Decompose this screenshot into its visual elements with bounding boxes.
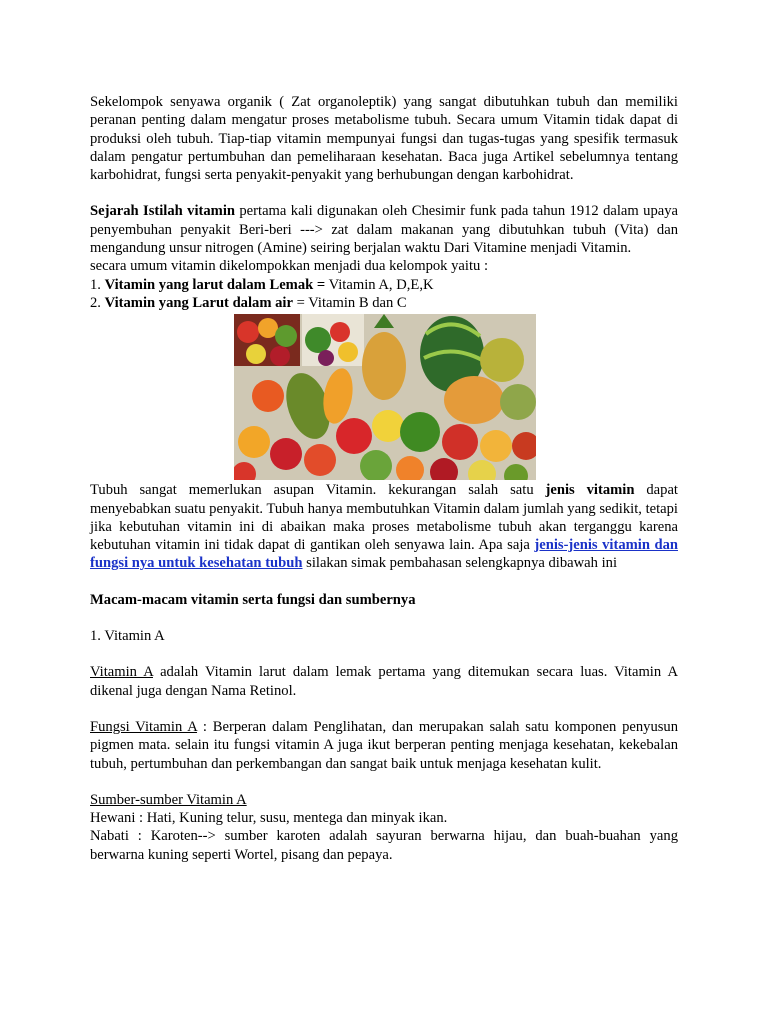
grouping-intro: secara umum vitamin dikelompokkan menjadi dua kelompok yaitu :: [90, 258, 488, 275]
history-paragraph: Sejarah Istilah vitamin pertama kali digunakan oleh Chesimir funk pada tahun 1912 dalam upaya penyembuhan penyakit Beri-beri ---> zat dalam makanan yang dibutuhkan tubuh (Vita) dan mengandung unsur nitrogen (Amine) seiring berjalan waktu Dari Vitamine menjadi Vitamin.: [90, 203, 678, 257]
intro-paragraph: Sekelompok senyawa organik ( Zat organoleptik) yang sangat dibutuhkan tubuh dan memiliki peranan penting dalam mengatur proses metabolisme tubuh. Secara umum Vitamin tidak dapat di produksi oleh tubuh. Tiap-tiap vitamin mempunyai fungsi dan tugas-tugas yang spesifik termasuk dalam pengatur pertumbuhan dan pemeliharaan kesehatan. Baca juga Artikel sebelumnya tentang karbohidrat, fungsi serta penyakit-penyakit yang berhubungan dengan karbohidrat.: [90, 94, 678, 184]
vitamin-a-title: 1. Vitamin A: [90, 628, 165, 645]
vitamin-a-sources-title: Sumber-sumber Vitamin A: [90, 791, 247, 808]
vitamin-types-link[interactable]: jenis-jenis vitamin dan fungsi nya untuk kesehatan tubuh: [90, 537, 678, 572]
group-item-1: 1. Vitamin yang larut dalam Lemak = Vitamin A, D,E,K: [90, 276, 434, 293]
group-item-2: 2. Vitamin yang Larut dalam air = Vitamin B dan C: [90, 294, 407, 311]
importance-paragraph: Tubuh sangat memerlukan asupan Vitamin. kekurangan salah satu jenis vitamin dapat menyebabkan suatu penyakit. Tubuh hanya membutuhkan Vitamin dalam jumlah yang sedikit, tetapi jika kebutuhan vitamin ini di abaikan maka proses metabolisme tubuh akan terganggu karena kebutuhan vitamin ini tidak dapat di gantikan oleh senyawa lain. Apa saja jenis-jenis vitamin dan fungsi nya untuk kesehatan tubuh silakan simak pembahasan selengkapnya dibawah ini: [90, 482, 678, 572]
vitamin-a-plant-sources: Nabati : Karoten--> sumber karoten adalah sayuran berwarna hijau, dan buah-buahan yang berwarna kuning seperti Wortel, pisang dan pepaya.: [90, 828, 678, 863]
fruits-vegetables-image: [234, 314, 536, 480]
document-page: [90, 93, 678, 864]
vitamin-a-definition: Vitamin A adalah Vitamin larut dalam lemak pertama yang ditemukan secara luas. Vitamin A dikenal juga dengan Nama Retinol.: [90, 664, 678, 699]
section-heading: Macam-macam vitamin serta fungsi dan sumbernya: [90, 591, 416, 608]
vitamin-a-function: Fungsi Vitamin A : Berperan dalam Penglihatan, dan merupakan salah satu komponen penyusun pigmen mata. selain itu fungsi vitamin A juga ikut berperan penting menjaga kesehatan, kekebalan tubuh, pertumbuhan dan perkembangan dan sangat baik untuk menjaga kesehatan kulit.: [90, 718, 679, 772]
history-lead: Sejarah Istilah vitamin: [90, 203, 235, 220]
vitamin-a-animal-sources: Hewani : Hati, Kuning telur, susu, mentega dan minyak ikan.: [90, 810, 448, 827]
fruits-vegetables-photo-icon: [234, 314, 536, 480]
keyword-jenis-vitamin: jenis vitamin: [545, 482, 635, 499]
